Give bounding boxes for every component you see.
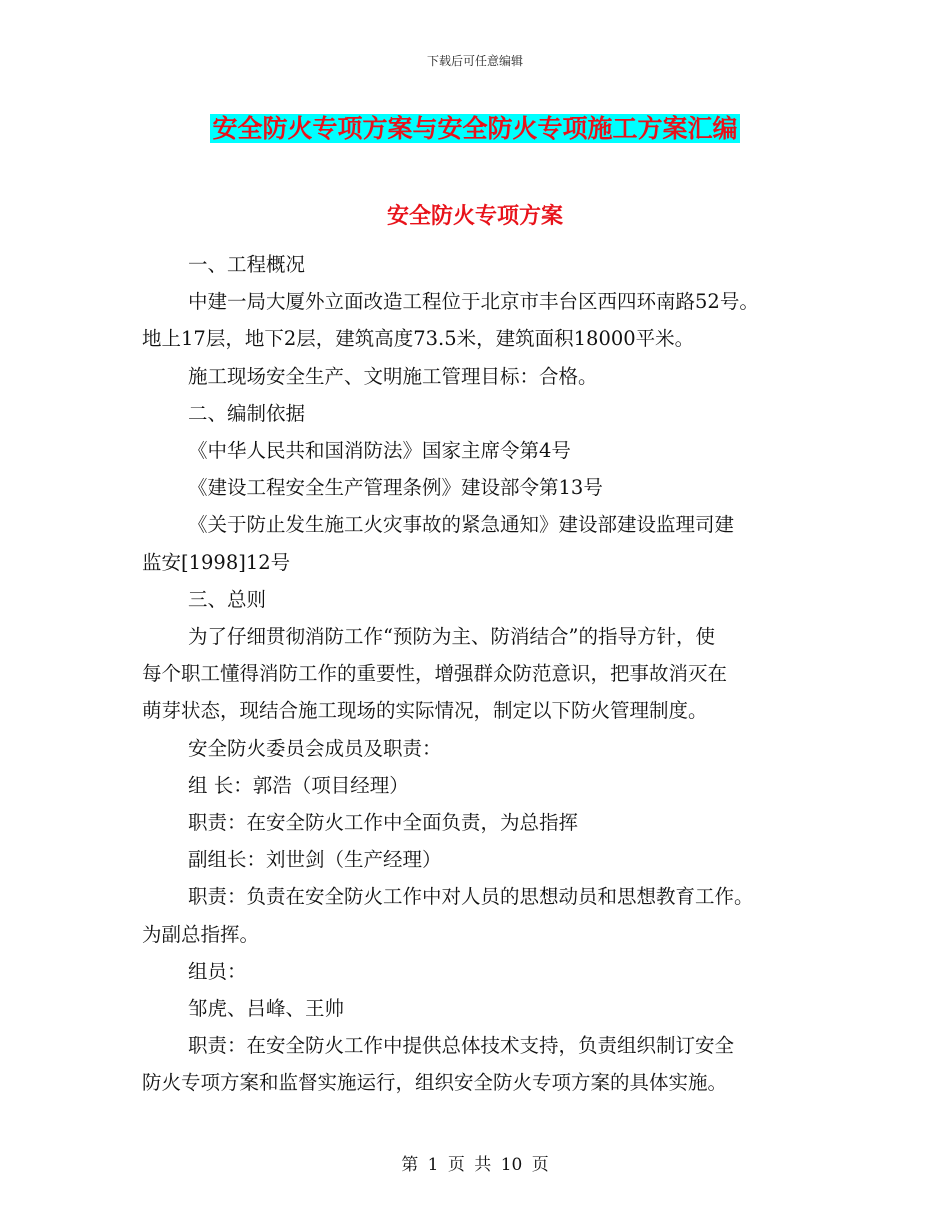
body-line: 组员： <box>188 959 247 983</box>
body-line: 副组长：刘世剑（生产经理） <box>188 848 442 872</box>
body-line: 《建设工程安全生产管理条例》建设部令第13号 <box>188 476 603 500</box>
body-line: 为副总指挥。 <box>142 922 260 946</box>
section-title: 安全防火专项方案 <box>386 203 563 229</box>
body-line: 组 长：郭浩（项目经理） <box>188 773 409 797</box>
body-line: 职责：负责在安全防火工作中对人员的思想动员和思想教育工作。 <box>188 885 754 909</box>
body-line: 施工现场安全生产、文明施工管理目标：合格。 <box>188 364 598 388</box>
body-line: 邹虎、吕峰、王帅 <box>188 997 345 1021</box>
body-line: 为了仔细贯彻消防工作“预防为主、防消结合”的指导方针，使 <box>188 625 715 649</box>
body-line: 地上17层，地下2层，建筑高度73.5米，建筑面积18000平米。 <box>142 327 695 351</box>
body-line: 三、总则 <box>188 587 267 611</box>
body-line: 《中华人民共和国消防法》国家主席令第4号 <box>188 439 571 463</box>
header-note: 下载后可任意编辑 <box>426 54 523 68</box>
document-title-text: 安全防火专项方案与安全防火专项施工方案汇编 <box>212 114 738 143</box>
page-footer: 第 1 页 共 10 页 <box>401 1155 549 1175</box>
body-line: 职责：在安全防火工作中全面负责，为总指挥 <box>188 811 579 835</box>
document-title <box>0 112 950 146</box>
body-line: 萌芽状态，现结合施工现场的实际情况，制定以下防火管理制度。 <box>142 699 708 723</box>
body-line: 监安[1998]12号 <box>142 550 291 574</box>
body-line: 防火专项方案和监督实施运行，组织安全防火专项方案的具体实施。 <box>142 1071 728 1095</box>
body-line: 职责：在安全防火工作中提供总体技术支持，负责组织制订安全 <box>188 1034 735 1058</box>
body-line: 每个职工懂得消防工作的重要性，增强群众防范意识，把事故消灭在 <box>142 662 728 686</box>
body-line: 二、编制依据 <box>188 401 306 425</box>
body-line: 中建一局大厦外立面改造工程位于北京市丰台区西四环南路52号。 <box>188 290 759 314</box>
body-line: 安全防火委员会成员及职责： <box>188 736 442 760</box>
body-line: 一、工程概况 <box>188 253 306 276</box>
document-body <box>142 246 802 1102</box>
body-line: 《关于防止发生施工火灾事故的紧急通知》建设部建设监理司建 <box>188 513 735 537</box>
